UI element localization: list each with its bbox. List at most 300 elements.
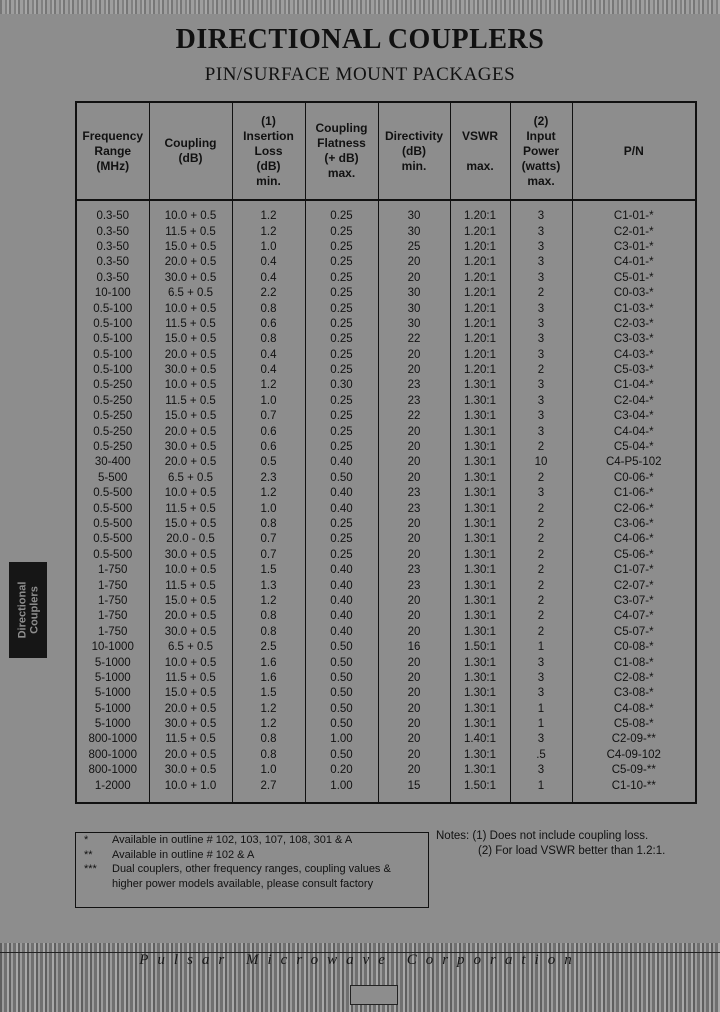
- table-cell: 1.3: [232, 578, 305, 593]
- table-cell: C5-04-*: [572, 440, 696, 455]
- table-cell: 1.0: [232, 763, 305, 778]
- table-cell: 1.20:1: [450, 348, 510, 363]
- column-header-line: (dB): [178, 151, 203, 165]
- table-cell: 2: [510, 594, 572, 609]
- table-cell: 1.50:1: [450, 640, 510, 655]
- table-cell: C2-07-*: [572, 578, 696, 593]
- table-cell: 1.2: [232, 486, 305, 501]
- table-cell: 0.50: [305, 471, 378, 486]
- footnote-text: Available in outline # 102, 103, 107, 108, 301 & A: [112, 834, 353, 846]
- page-title: DIRECTIONAL COUPLERS: [175, 24, 545, 55]
- table-cell: 0.7: [232, 548, 305, 563]
- table-row: [76, 394, 696, 409]
- table-cell: 1.30:1: [450, 686, 510, 701]
- table-cell: 20: [378, 717, 450, 732]
- table-cell: C2-01-*: [572, 224, 696, 239]
- table-cell: 20: [378, 440, 450, 455]
- table-cell: 0.8: [232, 332, 305, 347]
- table-cell: 10: [510, 455, 572, 470]
- table-cell: 1.0: [232, 240, 305, 255]
- table-row: [76, 440, 696, 455]
- table-cell: 1.6: [232, 671, 305, 686]
- table-cell: 11.5 + 0.5: [149, 732, 232, 747]
- column-header-line: P/N: [623, 143, 644, 158]
- table-cell: 1-750: [76, 609, 149, 624]
- table-cell: 0.25: [305, 301, 378, 316]
- table-cell: 11.5 + 0.5: [149, 317, 232, 332]
- table-cell: 1.30:1: [450, 486, 510, 501]
- table-cell: 0.6: [232, 440, 305, 455]
- table-row: [76, 717, 696, 732]
- table-cell: 20: [378, 732, 450, 747]
- column-header: [572, 102, 696, 200]
- table-cell: 1.30:1: [450, 671, 510, 686]
- table-cell: 15: [378, 778, 450, 793]
- table-cell: 1.2: [232, 594, 305, 609]
- table-cell: 0.5-100: [76, 363, 149, 378]
- table-spacer-row: [76, 200, 696, 209]
- table-cell: C2-03-*: [572, 317, 696, 332]
- table-cell: 1.0: [232, 394, 305, 409]
- column-header: [76, 102, 149, 200]
- column-header: [232, 102, 305, 200]
- table-cell: 15.0 + 0.5: [149, 240, 232, 255]
- table-cell: 0.40: [305, 455, 378, 470]
- table-cell: 2: [510, 548, 572, 563]
- footnote: [76, 833, 428, 848]
- table-cell: 20: [378, 363, 450, 378]
- table-cell: 0.40: [305, 563, 378, 578]
- table-cell: 1-750: [76, 625, 149, 640]
- table-cell: 0.30: [305, 378, 378, 393]
- table-cell: 0.4: [232, 363, 305, 378]
- footnote-text: higher power models available, please consult factory: [112, 877, 374, 890]
- table-cell: 0.40: [305, 625, 378, 640]
- table-cell: 2: [510, 501, 572, 516]
- table-cell: 10-100: [76, 286, 149, 301]
- table-cell: 1.5: [232, 686, 305, 701]
- column-header-line: Flatness: [317, 136, 366, 150]
- footnote: [76, 862, 428, 877]
- scan-noise-top: [0, 0, 720, 14]
- column-header-line: Power: [522, 143, 559, 158]
- table-row: [76, 471, 696, 486]
- column-header-line: max.: [466, 158, 494, 173]
- table-cell: 1-750: [76, 594, 149, 609]
- table-cell: 5-1000: [76, 655, 149, 670]
- column-header-line: (dB): [402, 143, 426, 158]
- table-cell: 30.0 + 0.5: [149, 763, 232, 778]
- table-cell: C1-01-*: [572, 209, 696, 224]
- column-header-line: Coupling: [315, 121, 368, 135]
- table-cell: 3: [510, 671, 572, 686]
- table-cell: 1.20:1: [450, 271, 510, 286]
- table-cell: 20.0 + 0.5: [149, 609, 232, 624]
- table-cell: 0.8: [232, 748, 305, 763]
- table-cell: 20: [378, 594, 450, 609]
- table-cell: C4-P5-102: [572, 455, 696, 470]
- table-cell: 30: [378, 224, 450, 239]
- table-cell: 0.25: [305, 440, 378, 455]
- page-number-box: [350, 985, 398, 1005]
- table-cell: 15.0 + 0.5: [149, 332, 232, 347]
- table-cell: 0.5-500: [76, 501, 149, 516]
- note-line-2: (2) For load VSWR better than 1.2:1.: [478, 845, 666, 857]
- table-cell: 1.6: [232, 655, 305, 670]
- table-cell: 20: [378, 763, 450, 778]
- table-cell: C2-04-*: [572, 394, 696, 409]
- table-cell: 3: [510, 486, 572, 501]
- table-cell: C4-04-*: [572, 424, 696, 439]
- table-cell: 2.7: [232, 778, 305, 793]
- table-cell: 0.5-100: [76, 317, 149, 332]
- table-row: [76, 255, 696, 270]
- table-cell: 20.0 + 0.5: [149, 702, 232, 717]
- table-cell: 20.0 + 0.5: [149, 748, 232, 763]
- table-row: [76, 301, 696, 316]
- table-cell: 0.5-100: [76, 348, 149, 363]
- table-cell: 5-500: [76, 471, 149, 486]
- section-tab-line2: Couplers: [28, 586, 41, 634]
- table-cell: 23: [378, 378, 450, 393]
- page-subtitle: PIN/SURFACE MOUNT PACKAGES: [204, 64, 516, 85]
- table-cell: 0.3-50: [76, 271, 149, 286]
- table-cell: 11.5 + 0.5: [149, 501, 232, 516]
- table-cell: 10.0 + 0.5: [149, 486, 232, 501]
- table-cell: C1-04-*: [572, 378, 696, 393]
- table-cell: 0.25: [305, 424, 378, 439]
- table-cell: C3-06-*: [572, 517, 696, 532]
- table-cell: 0.5-250: [76, 394, 149, 409]
- table-cell: 1.30:1: [450, 578, 510, 593]
- table-cell: 6.5 + 0.5: [149, 286, 232, 301]
- note-line-1: Notes: (1) Does not include coupling loss.: [436, 830, 649, 842]
- column-header-line: Directivity: [384, 128, 444, 143]
- footnote-mark: **: [84, 848, 93, 861]
- table-cell: 3: [510, 224, 572, 239]
- table-cell: 20: [378, 517, 450, 532]
- table-cell: 3: [510, 732, 572, 747]
- table-spacer-row: [76, 794, 696, 803]
- table-cell: 0.25: [305, 332, 378, 347]
- table-cell: 3: [510, 301, 572, 316]
- table-cell: 2: [510, 517, 572, 532]
- table-cell: 1: [510, 717, 572, 732]
- table-cell: C1-06-*: [572, 486, 696, 501]
- table-cell: 0.7: [232, 409, 305, 424]
- column-header-line: max.: [327, 166, 356, 180]
- table-cell: 0.5-500: [76, 532, 149, 547]
- table-cell: 3: [510, 240, 572, 255]
- table-cell: 2: [510, 578, 572, 593]
- column-header: [510, 102, 572, 200]
- table-cell: 3: [510, 763, 572, 778]
- column-header-line: (dB): [256, 158, 281, 173]
- table-cell: 2: [510, 286, 572, 301]
- table-cell: C2-08-*: [572, 671, 696, 686]
- table-cell: 1.20:1: [450, 317, 510, 332]
- table-cell: C2-06-*: [572, 501, 696, 516]
- table-cell: 1.30:1: [450, 394, 510, 409]
- table-cell: 0.4: [232, 348, 305, 363]
- table-cell: 0.25: [305, 271, 378, 286]
- table-cell: 0.40: [305, 501, 378, 516]
- table-cell: 20: [378, 686, 450, 701]
- table-cell: 3: [510, 409, 572, 424]
- table-cell: 2: [510, 609, 572, 624]
- table-cell: C0-08-*: [572, 640, 696, 655]
- company-name: Pulsar Microwave Corporation: [139, 952, 581, 968]
- footnote-mark: *: [84, 834, 89, 846]
- column-header: [450, 102, 510, 200]
- column-header-line: min.: [401, 158, 427, 173]
- table-cell: 11.5 + 0.5: [149, 224, 232, 239]
- table-cell: 15.0 + 0.5: [149, 517, 232, 532]
- table-cell: 1.20:1: [450, 332, 510, 347]
- table-row: [76, 409, 696, 424]
- column-header: [378, 102, 450, 200]
- table-cell: C0-06-*: [572, 471, 696, 486]
- table-cell: C5-01-*: [572, 271, 696, 286]
- table-cell: 1.20:1: [450, 209, 510, 224]
- table-cell: 1.30:1: [450, 548, 510, 563]
- table-cell: 30.0 + 0.5: [149, 440, 232, 455]
- table-row: [76, 317, 696, 332]
- table-cell: 22: [378, 332, 450, 347]
- table-row: [76, 424, 696, 439]
- table-cell: 2: [510, 440, 572, 455]
- table-cell: C4-07-*: [572, 609, 696, 624]
- table-cell: 16: [378, 640, 450, 655]
- table-cell: 0.40: [305, 486, 378, 501]
- table-cell: 0.5-500: [76, 486, 149, 501]
- table-cell: 20.0 + 0.5: [149, 348, 232, 363]
- table-cell: C1-08-*: [572, 655, 696, 670]
- table-cell: 1.30:1: [450, 471, 510, 486]
- table-cell: 3: [510, 424, 572, 439]
- table-cell: 20: [378, 625, 450, 640]
- table-cell: 10-1000: [76, 640, 149, 655]
- table-row: [76, 594, 696, 609]
- table-row: [76, 486, 696, 501]
- table-cell: 0.7: [232, 532, 305, 547]
- table-cell: 1.30:1: [450, 378, 510, 393]
- column-header-line: Input: [526, 128, 556, 143]
- footnote: [76, 848, 428, 863]
- table-cell: 30: [378, 209, 450, 224]
- column-header-line: Coupling: [164, 136, 217, 150]
- section-tab: [9, 562, 47, 658]
- table-row: [76, 748, 696, 763]
- table-cell: 23: [378, 501, 450, 516]
- column-header-line: (1): [261, 113, 276, 128]
- table-cell: 3: [510, 209, 572, 224]
- table-row: [76, 640, 696, 655]
- table-cell: 1.30:1: [450, 717, 510, 732]
- table-cell: 20: [378, 255, 450, 270]
- table-row: [76, 609, 696, 624]
- table-cell: 20: [378, 532, 450, 547]
- table-cell: 1.30:1: [450, 440, 510, 455]
- table-cell: 20: [378, 655, 450, 670]
- table-cell: 1.30:1: [450, 655, 510, 670]
- column-header-line: Range: [94, 143, 132, 158]
- table-cell: 20: [378, 455, 450, 470]
- table-cell: 30: [378, 301, 450, 316]
- table-cell: 0.5: [232, 455, 305, 470]
- table-cell: 25: [378, 240, 450, 255]
- table-cell: 30.0 + 0.5: [149, 717, 232, 732]
- table-row: [76, 578, 696, 593]
- table-cell: 3: [510, 655, 572, 670]
- table-cell: 23: [378, 563, 450, 578]
- table-cell: C5-09-**: [572, 763, 696, 778]
- table-cell: 20.0 + 0.5: [149, 455, 232, 470]
- table-cell: C1-10-**: [572, 778, 696, 793]
- table-cell: 0.25: [305, 409, 378, 424]
- table-cell: 0.3-50: [76, 255, 149, 270]
- section-tab-line1: Directional: [16, 581, 29, 639]
- table-cell: 800-1000: [76, 748, 149, 763]
- table-cell: 1-750: [76, 578, 149, 593]
- table-cell: 1.20:1: [450, 286, 510, 301]
- table-cell: 3: [510, 271, 572, 286]
- column-header-line: VSWR: [462, 128, 498, 143]
- table-cell: 20.0 + 0.5: [149, 255, 232, 270]
- column-header-line: [452, 144, 509, 159]
- table-cell: 3: [510, 378, 572, 393]
- table-cell: 0.5-250: [76, 440, 149, 455]
- table-header-row: [76, 102, 696, 200]
- table-cell: 1.30:1: [450, 702, 510, 717]
- table-cell: .5: [510, 748, 572, 763]
- column-header-line: (watts): [521, 158, 561, 173]
- table-cell: 2.5: [232, 640, 305, 655]
- table-cell: 20: [378, 702, 450, 717]
- table-cell: 15.0 + 0.5: [149, 409, 232, 424]
- column-header: [305, 102, 378, 200]
- table-cell: 1.40:1: [450, 732, 510, 747]
- footnote-mark: [84, 877, 112, 892]
- table-cell: 1.30:1: [450, 748, 510, 763]
- table-cell: C3-03-*: [572, 332, 696, 347]
- column-header-line: (MHz): [96, 158, 130, 173]
- table-cell: C5-03-*: [572, 363, 696, 378]
- table-cell: 0.8: [232, 625, 305, 640]
- table-cell: 3: [510, 348, 572, 363]
- footnotes-box: [75, 832, 429, 908]
- table-cell: 1.30:1: [450, 455, 510, 470]
- table-row: [76, 702, 696, 717]
- table-cell: 0.8: [232, 517, 305, 532]
- table-row: [76, 501, 696, 516]
- column-header-line: (+ dB): [324, 151, 359, 165]
- table-cell: 0.3-50: [76, 240, 149, 255]
- table-cell: 20: [378, 424, 450, 439]
- table-row: [76, 763, 696, 778]
- table-cell: 1.30:1: [450, 517, 510, 532]
- table-cell: 1.2: [232, 224, 305, 239]
- table-cell: 20: [378, 471, 450, 486]
- table-cell: 3: [510, 317, 572, 332]
- table-cell: 1.30:1: [450, 501, 510, 516]
- table-row: [76, 517, 696, 532]
- table-cell: 10.0 + 0.5: [149, 378, 232, 393]
- table-cell: 2.2: [232, 286, 305, 301]
- table-cell: 30: [378, 317, 450, 332]
- table-cell: 20: [378, 548, 450, 563]
- table-cell: 1.00: [305, 778, 378, 793]
- table-cell: 1.30:1: [450, 625, 510, 640]
- table-cell: 15.0 + 0.5: [149, 686, 232, 701]
- table-cell: C1-03-*: [572, 301, 696, 316]
- table-cell: 23: [378, 578, 450, 593]
- table-cell: 6.5 + 0.5: [149, 471, 232, 486]
- table-row: [76, 209, 696, 224]
- table-cell: 0.25: [305, 532, 378, 547]
- column-header-line: (2): [533, 113, 549, 128]
- table-cell: 20: [378, 609, 450, 624]
- table-cell: 30.0 + 0.5: [149, 363, 232, 378]
- table-cell: C3-04-*: [572, 409, 696, 424]
- column-header-line: min.: [256, 173, 281, 188]
- table-cell: 30.0 + 0.5: [149, 271, 232, 286]
- table-cell: 1.2: [232, 209, 305, 224]
- table-cell: 1-750: [76, 563, 149, 578]
- table-cell: 10.0 + 1.0: [149, 778, 232, 793]
- table-cell: 3: [510, 686, 572, 701]
- table-cell: C0-03-*: [572, 286, 696, 301]
- table-cell: 20.0 - 0.5: [149, 532, 232, 547]
- table-cell: 11.5 + 0.5: [149, 394, 232, 409]
- table-cell: 0.50: [305, 748, 378, 763]
- table-cell: 0.50: [305, 655, 378, 670]
- table-cell: 800-1000: [76, 732, 149, 747]
- table-cell: C1-07-*: [572, 563, 696, 578]
- table-cell: C5-07-*: [572, 625, 696, 640]
- table-cell: 0.25: [305, 255, 378, 270]
- table-cell: 5-1000: [76, 702, 149, 717]
- table-cell: 30-400: [76, 455, 149, 470]
- table-cell: 1.20:1: [450, 301, 510, 316]
- table-cell: 0.50: [305, 717, 378, 732]
- footnote-text: Dual couplers, other frequency ranges, coupling values &: [112, 863, 391, 875]
- table-cell: 5-1000: [76, 671, 149, 686]
- table-cell: 2: [510, 471, 572, 486]
- table-row: [76, 686, 696, 701]
- spec-table: [75, 101, 697, 804]
- footnote-text: Available in outline # 102 & A: [112, 848, 255, 861]
- table-row: [76, 332, 696, 347]
- table-cell: C4-01-*: [572, 255, 696, 270]
- table-cell: 0.5-500: [76, 517, 149, 532]
- table-cell: 2: [510, 532, 572, 547]
- table-cell: 2: [510, 563, 572, 578]
- table-row: [76, 655, 696, 670]
- footnote: [76, 877, 428, 892]
- table-cell: 0.25: [305, 394, 378, 409]
- table-cell: 1.20:1: [450, 255, 510, 270]
- table-cell: 1.30:1: [450, 563, 510, 578]
- table-cell: C4-03-*: [572, 348, 696, 363]
- column-header-line: Insertion: [243, 128, 294, 143]
- table-row: [76, 671, 696, 686]
- table-cell: 23: [378, 486, 450, 501]
- table-cell: 0.3-50: [76, 209, 149, 224]
- table-cell: 30.0 + 0.5: [149, 625, 232, 640]
- table-cell: 0.5-250: [76, 409, 149, 424]
- table-cell: 3: [510, 332, 572, 347]
